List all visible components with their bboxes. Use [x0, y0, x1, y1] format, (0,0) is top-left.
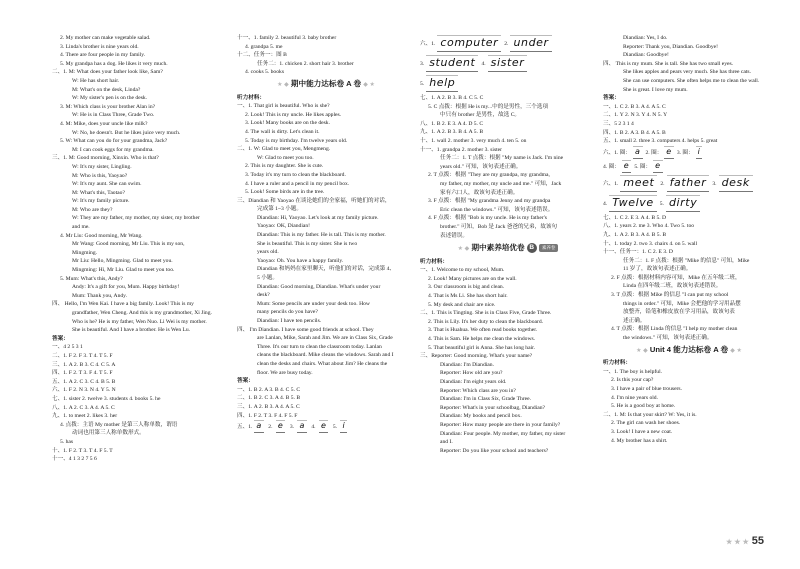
handwriting-letter-row-2 [603, 160, 775, 174]
answer-line: 述正确。 [623, 317, 646, 324]
text-line: 4. The wall is dirty. Let's clean it. [245, 128, 320, 135]
handwritten-answer: Twelve [609, 195, 657, 212]
answer-line: 中只有 brother 是男性，故选 C。 [440, 112, 521, 119]
answers-heading: 答案： [603, 95, 620, 102]
text-line: Mingming: Hi, Mr Liu. Glad to meet you too. [72, 267, 175, 274]
text-line: W: He has short hair. [72, 77, 120, 84]
text-line: 2. Look! Many pictures are on the wall. [428, 275, 517, 282]
answer-line: 5. C 点拨：根据 He is my...中的是男性，三个选项 [428, 103, 549, 110]
text-line: Diandian: Four people. My mother, my father, my sister [440, 430, 566, 437]
text-line: Mr Wang: Good morning, Mr Liu. This is my son, [72, 241, 185, 248]
text-line: Reporter: What's in your schoolbag, Diandian? [440, 404, 545, 411]
text-line: and me. [72, 224, 90, 231]
item-label: 2. 圈： [645, 149, 663, 156]
text-line: 三、Reporter: Good morning. What's your name? [420, 353, 533, 360]
answer-line: years old." 可知，该句表述正确。 [440, 163, 522, 170]
handwriting-word-row [420, 54, 596, 74]
text-line: She is great. I love my mum. [623, 86, 688, 93]
text-line: clean the desks and chairs. What about Jim? He cleans the [257, 360, 388, 367]
answer-line: 二、1. B 2. C 3. A 4. B 5. B [237, 395, 301, 402]
listening-heading: 听力材料： [603, 360, 631, 367]
text-line: M: What's this, Taotao? [72, 189, 125, 196]
text-line: Diandian: Goodbye! [623, 52, 669, 59]
item-label: 3. 圈： [676, 149, 694, 156]
answer-line: 放整齐，铅笔和橡皮放在学习用品，故该句表 [623, 309, 735, 316]
text-line: 5. Look! Some birds are in the tree. [245, 189, 325, 196]
literacy-pill: 素养卷 [539, 244, 559, 253]
handwritten-answer: help [426, 75, 458, 92]
text-line: W: Glad to meet you too. [257, 154, 314, 161]
text-line: Reporter: Thank you, Diandian. Goodbye! [623, 43, 718, 50]
text-line: 2. This is Lily. It's her duty to clean the blackboard. [428, 318, 544, 325]
text-line: 二、1. M: What does your father look like, Sam? [52, 69, 163, 76]
answer-line: 家有六口人，故该句表述正确。 [440, 189, 519, 196]
answer-line: 2. T 点拨：根据 "They are my grandpa, my grandma, [428, 172, 550, 179]
text-line: many pencils do you have? [257, 309, 318, 316]
text-line: 一、1. Welcome to my school, Mum. [420, 267, 505, 274]
text-line: 四、 I'm Diandian. I have some good friends at school. They [237, 326, 374, 333]
text-line: Diandian: This is my father. He is tall. This is my mother. [257, 232, 386, 239]
item-label: 3. [712, 180, 717, 187]
item-label: 六、1. [603, 180, 619, 187]
text-line: Mum: Thank you, Andy. [72, 292, 128, 299]
answer-line: 十、1. wall 2. mother 3. very much 4. ten 5. on [420, 137, 527, 144]
text-line: Reporter: How many people are there in your family? [440, 421, 561, 428]
handwritten-answer: a [254, 420, 264, 433]
text-line: 2. The girl can wash her shoes. [611, 420, 681, 427]
item-label: 5. [420, 81, 425, 87]
text-line: Reporter: How old are you? [440, 370, 503, 377]
text-line: 3. Today it's my turn to clean the blackboard. [245, 171, 346, 178]
answer-line: 十、1. F 2. T 3. T 4. F 5. T [52, 447, 113, 454]
handwritten-answer: e [664, 146, 674, 159]
column-2 [237, 34, 415, 434]
text-line: years old. [257, 249, 279, 256]
text-line: Diandian: Yes, I do. [623, 35, 668, 41]
text-line: W: It's my sister, Lingling. [72, 163, 132, 170]
answer-line: 一、1. C 2. B 3. A 4. A 5. C [603, 103, 666, 110]
text-line: W: He is in Class Three, Grade Two. [72, 112, 155, 119]
text-line: Diandian: I'm in Class Six, Grade Three. [440, 396, 532, 403]
handwriting-word-row-2 [603, 194, 775, 214]
text-line: 一、1. The boy is helpful. [603, 368, 663, 375]
text-line: Diandian: Good morning, Diandian. What's under your [257, 283, 381, 290]
item-label: 2. [660, 180, 665, 187]
handwritten-answer: father [667, 175, 710, 192]
text-line: 5. My grandpa has a dog. He likes it very much. [60, 60, 168, 67]
exam-title-midterm-b: ★ ◆ 期中素养培优卷 B 素养卷 [420, 243, 596, 254]
text-line: 5. Mum: What's this, Andy? [60, 275, 123, 282]
answer-line: 5. has [60, 438, 74, 445]
text-line: 5 小题。 [257, 275, 278, 282]
text-line: 2. Is this your cap? [611, 377, 654, 384]
answer-line: 4. T 点拨：根据 Linda 的信息 "I help my mother clean [611, 326, 738, 333]
text-line: 3. That is Huahua. We often read books together. [428, 327, 538, 334]
text-line: 完成第 1~3 小题。 [257, 206, 302, 213]
listening-heading: 听力材料： [420, 258, 448, 265]
handwritten-answer: e [319, 420, 329, 433]
text-line: 四、 Hello, I'm Wen Kai. I have a big family. Look! This is my [52, 301, 194, 308]
answer-line: Linda 在四年级二班，故该句表述错误。 [623, 283, 722, 290]
text-line: Diandian: I'm eight years old. [440, 379, 507, 385]
answer-line: 三、1. A 2. B 3. A 4. A 5. C [237, 403, 300, 410]
text-line: 4. Mr Liu: Good morning, Mr Wang. [60, 232, 143, 239]
handwritten-answer: e [276, 420, 286, 433]
handwritten-answer: dirty [666, 195, 700, 212]
item-number: 3. [288, 424, 296, 431]
text-line: 5. That beautiful girl is Anna. She has long hair. [428, 344, 536, 351]
answer-line: 十、1. today 2. two 3. chairs 4. on 5. wall [603, 240, 698, 247]
answer-line: 三、1. A 2. B 3. C 4. C 5. A [52, 361, 116, 368]
answers-heading: 答案： [237, 378, 254, 385]
text-line: 5. My desk and chair are nice. [428, 301, 496, 308]
answer-line: 11 岁了，故该句表述正确。 [623, 266, 692, 273]
text-line: W: My sister's pen is on the desk. [72, 95, 148, 102]
text-line: Yaoyao: Oh. You have a happy family. [257, 257, 344, 264]
answer-line: 七、1. A 2. B 3. B 4. C 5. C [420, 95, 484, 101]
text-line: 二、1. W: Glad to meet you, Mengmeng. [237, 146, 331, 153]
text-line: are Lanlan, Mike, Sarah and Jim. We are in Class Six, Grade [257, 335, 393, 342]
answer-line: 十一、1. grandpa 2. mother 3. sister [420, 146, 503, 153]
text-line: 一、1. That girl is beautiful. Who is she? [237, 103, 330, 110]
handwriting-word-row [420, 74, 596, 94]
text-line: 4. There are four people in my family. [60, 52, 146, 59]
text-line: 十一、1. family 2. beautiful 3. baby brother [237, 35, 337, 41]
answer-line: 4. F 点拨：根据 "Bob is my uncle. He is my father's [428, 215, 547, 222]
column-3 [420, 34, 596, 455]
answer-line: 九、1. A 2. B 3. A 4. B 5. B [603, 231, 667, 238]
text-line: 3. Our classroom is big and clean. [428, 284, 505, 291]
text-line: Reporter: Which class are you in? [440, 387, 516, 394]
answer-line: 七、1. C 2. E 3. A 4. B 5. D [603, 214, 667, 221]
text-line: 3. I have a pair of blue trousers. [611, 386, 682, 392]
page-number: ★ ★ ★ 55 [726, 535, 765, 547]
item-label: 5. [659, 200, 664, 207]
text-line: M: Who is this, Yaoyao? [72, 172, 128, 179]
text-line: 3. M: Which class is your brother Alan in? [60, 103, 156, 110]
text-line: 三、Diandian 和 Yaoyao 在谈论她们的全家福，听她们的对话， [237, 197, 391, 204]
text-line: 任务二：1. chicken 2. short hair 3. brother [257, 60, 354, 67]
text-line: 2. Look! This is my uncle. He likes apples. [245, 111, 342, 118]
text-line: M: Who are they? [72, 206, 113, 213]
text-line: 4. grandpa 5. me [245, 43, 283, 50]
text-line: 三、1. M: Good morning, Xinxin. Who is that? [52, 155, 159, 162]
item-label: 4. [481, 61, 486, 67]
text-line: desk? [257, 292, 270, 299]
item-number: 2. [266, 424, 274, 431]
answer-line: 九、1. to meet 2. likes 3. her [52, 413, 118, 420]
answer-line: 五、1. small 2. three 3. computers 4. helps 5. great [603, 138, 718, 145]
text-line: Diandian 和妈妈在家里聊天，听他们的对话，完成第 4、 [257, 266, 395, 273]
text-line: 4. I have a ruler and a pencil in my pencil box. [245, 180, 350, 187]
answer-line: 二、1. F 2. F 3. T 4. T 5. F [52, 352, 113, 359]
text-line: cleans the blackboard. Mike cleans the windows. Sarah and I [257, 352, 394, 359]
text-line: Three. It's our turn to clean the classroom today. Lanlan [257, 343, 382, 350]
answer-line: 4. 点拨：主语 My mother 是第三人称单数，谓语 [60, 421, 178, 428]
answer-line: 2. F 点拨：根据材料内容可知，Mike 在五年级二班， [611, 274, 741, 281]
text-line: W: They are my father, my mother, my sister, my brother [72, 215, 200, 222]
text-line: Who is he? He is my father, Wen Nuo. Li Wei is my mother. [72, 318, 207, 325]
handwriting-letter-row-1 [603, 146, 775, 160]
answer-line: 八、1. years 2. me 3. Who 4. Two 5. too [603, 223, 695, 230]
item-label: 4. 圈： [603, 163, 620, 170]
handwritten-answer: e [622, 160, 632, 173]
answers-heading: 答案： [52, 335, 69, 342]
answer-line: 任务二：1. F 点拨：根据 "Mike 的信息" 可知，Mike [623, 257, 750, 264]
text-line: floor. We are busy today. [257, 369, 313, 376]
text-line: She is beautiful. And I have a brother. He is Wen Lu. [72, 327, 191, 334]
item-label: 5. 圈： [634, 163, 652, 170]
text-line: 四、 This is my mum. She is tall. She has two small eyes. [603, 60, 734, 67]
answer-line: 四、1. B 2. A 3. B 4. A 5. B [603, 129, 666, 136]
answer-line: 四、1. F 2. T 3. F 4. T 5. F [52, 370, 113, 377]
answer-line: 动词也用第三人称单数形式。 [72, 430, 145, 437]
answer-line: my father, my mother, my uncle and me." 可知，Jack [440, 180, 562, 187]
handwritten-answer: i [696, 146, 703, 159]
text-line: Andy: It's a gift for you, Mum. Happy birthday! [72, 284, 180, 291]
text-line: and I. [440, 439, 453, 446]
answer-line: 八、1. B 2. E 3. A 4. D 5. C [420, 120, 484, 127]
item-label: 3. [420, 61, 425, 67]
text-line: grandfather, Wen Cheng. And this is my grandmother, Xi Jing. [72, 310, 212, 316]
text-line: 4. That is Ms Li. She has short hair. [428, 293, 508, 300]
item-label: 4. [603, 200, 608, 207]
text-line: She likes apples and pears very much. She has three cats. [623, 69, 751, 76]
answer-line: 十一、4 1 3 2 7 5 6 [52, 456, 97, 463]
handwritten-answer: computer [437, 35, 501, 52]
column-4 [603, 34, 775, 445]
text-line: 4. My brother has a shirt. [611, 437, 668, 444]
text-line: 二、1. M: Is that your skirt? W: Yes, it is. [603, 411, 697, 418]
text-line: 十二、任务一：图 B [237, 52, 287, 59]
listening-heading: 听力材料： [237, 94, 265, 101]
answer-line: Eric clean the windows." 可知，该句表述错误。 [440, 206, 554, 213]
text-line: 4. cooks 5. books [245, 69, 285, 76]
text-line: 4. M: Mike, does your uncle like milk? [60, 120, 148, 127]
item-label: 五、1. [237, 424, 253, 431]
text-line: Mingming. [72, 249, 98, 256]
text-line: W: It's my aunt. She can swim. [72, 181, 142, 188]
handwritten-answer: a [633, 146, 643, 159]
answer-line: 3. T 点拨：根据 Mike 的信息 "I can put my school [611, 292, 729, 299]
handwriting-word-row-1 [603, 174, 775, 194]
text-line: W: No, he doesn't. But he likes juice very much. [72, 129, 181, 136]
column-1 [52, 34, 230, 464]
text-line: M: I can cook eggs for my grandma. [72, 146, 154, 153]
handwritten-answer: meet [620, 175, 657, 192]
answer-line: 七、1. sister 2. twelve 3. students 4. books 5. he [52, 395, 161, 402]
text-line: Reporter: Do you like your school and teachers? [440, 447, 549, 454]
item-number: 4. [309, 424, 317, 431]
text-line: 5. W: What can you do for your grandma, Jack? [60, 138, 168, 145]
answer-line: brother." 可知，Bob 是 Jack 爸爸的兄弟，故该句 [440, 223, 558, 230]
exam-title-midterm-a: ★ ◆ 期中能力达标卷 A 卷 ◆ ★ [277, 78, 375, 88]
answer-line: 3. F 点拨：根据 "My grandma Jenny and my grandpa [428, 198, 551, 205]
item-label: 2. [504, 41, 509, 47]
handwriting-word-row [420, 34, 596, 54]
text-line: 5. Today is my birthday. I'm twelve years old. [245, 137, 348, 144]
text-line: Diandian: Hi, Yaoyao. Let's look at my family picture. [257, 214, 379, 221]
handwritten-answer: student [426, 55, 478, 72]
text-line: Yaoyao: OK, Diandian! [257, 223, 311, 230]
answer-line: 十一、任务一：1. C 2. E 3. D [603, 249, 673, 256]
item-label: 六、1. 圈： [603, 149, 631, 156]
text-line: 3. Look! Many books are on the desk. [245, 120, 330, 127]
handwritten-answer: i [340, 420, 347, 433]
text-line: She is beautiful. This is my sister. She is two [257, 240, 358, 247]
text-line: 2. My mother can make vegetable salad. [60, 35, 151, 41]
text-line: Mum: Some pencils are under your desk too. How [257, 300, 370, 307]
text-line: 二、1. This is Tingting. She is in Class Five, Grade Three. [420, 310, 552, 317]
answer-line: 三、5 2 3 1 4 [603, 120, 634, 127]
answer-line: 六、1. F 2. N 3. N 4. Y 5. N [52, 387, 116, 394]
answer-line: the windows." 可知，该句表述正确。 [623, 335, 713, 342]
text-line: W: It's my family picture. [72, 198, 130, 205]
item-number: 5. [331, 424, 339, 431]
text-line: 3. Linda's brother is nine years old. [60, 43, 139, 50]
answer-line: 四、1. F 2. T 3. F 4. F 5. F [237, 412, 298, 419]
text-line: Mr Liu: Hello, Mingming. Glad to meet you. [72, 258, 173, 265]
text-line: 3. Look! I have a new coat. [611, 428, 673, 435]
b-badge: B [527, 243, 537, 253]
answer-line: things in order." 可知，Mike 会把他的学习用品摆 [623, 300, 741, 307]
handwritten-answer: sister [488, 55, 528, 72]
text-line: M: What's on the desk, Linda? [72, 86, 141, 93]
text-line: 4. This is Sam. He helps me clean the windows. [428, 336, 536, 343]
answer-line: 九、1. A 2. B 3. B 4. A 5. B [420, 129, 484, 136]
answer-line: 二、1. Y 2. N 3. Y 4. N 5. Y [603, 112, 668, 119]
text-line: 5. He is a good boy at home. [611, 403, 676, 410]
text-line: She can use computers. She often helps me to clean the wall. [623, 77, 760, 84]
answer-line: 表述错误。 [440, 232, 468, 239]
unit-4-title: ★ ◆ Unit 4 能力达标卷 A 卷 ◆ ★ [636, 344, 742, 354]
item-label: 六、1. [420, 41, 436, 47]
answer-line: 五、1. A 2. C 3. C 4. B 5. B [52, 378, 116, 385]
answer-line: 任务二：1. T 点拨：根据 "My name is Jack. I'm nine [440, 155, 564, 162]
handwritten-answer: e [653, 160, 663, 173]
answer-line: 一、4 2 5 3 1 [52, 344, 83, 351]
handwritten-answer: under [510, 35, 551, 52]
text-line: Diandian: My books and pencil box. [440, 413, 522, 420]
handwritten-answer: a [297, 420, 307, 433]
text-line: 2. This is my daughter. She is cute. [245, 163, 324, 170]
answer-line: 八、1. A 2. C 3. A 4. A 5. C [52, 404, 115, 411]
handwriting-letter-row [237, 420, 415, 434]
text-line: Diandian: I'm Diandian. [440, 361, 494, 368]
handwritten-answer: desk [719, 175, 753, 192]
text-line: 4. I'm nine years old. [611, 394, 658, 401]
answer-line: 一、1. B 2. A 3. B 4. C 5. C [237, 386, 301, 393]
text-line: Diandian: I have ten pencils. [257, 318, 322, 324]
